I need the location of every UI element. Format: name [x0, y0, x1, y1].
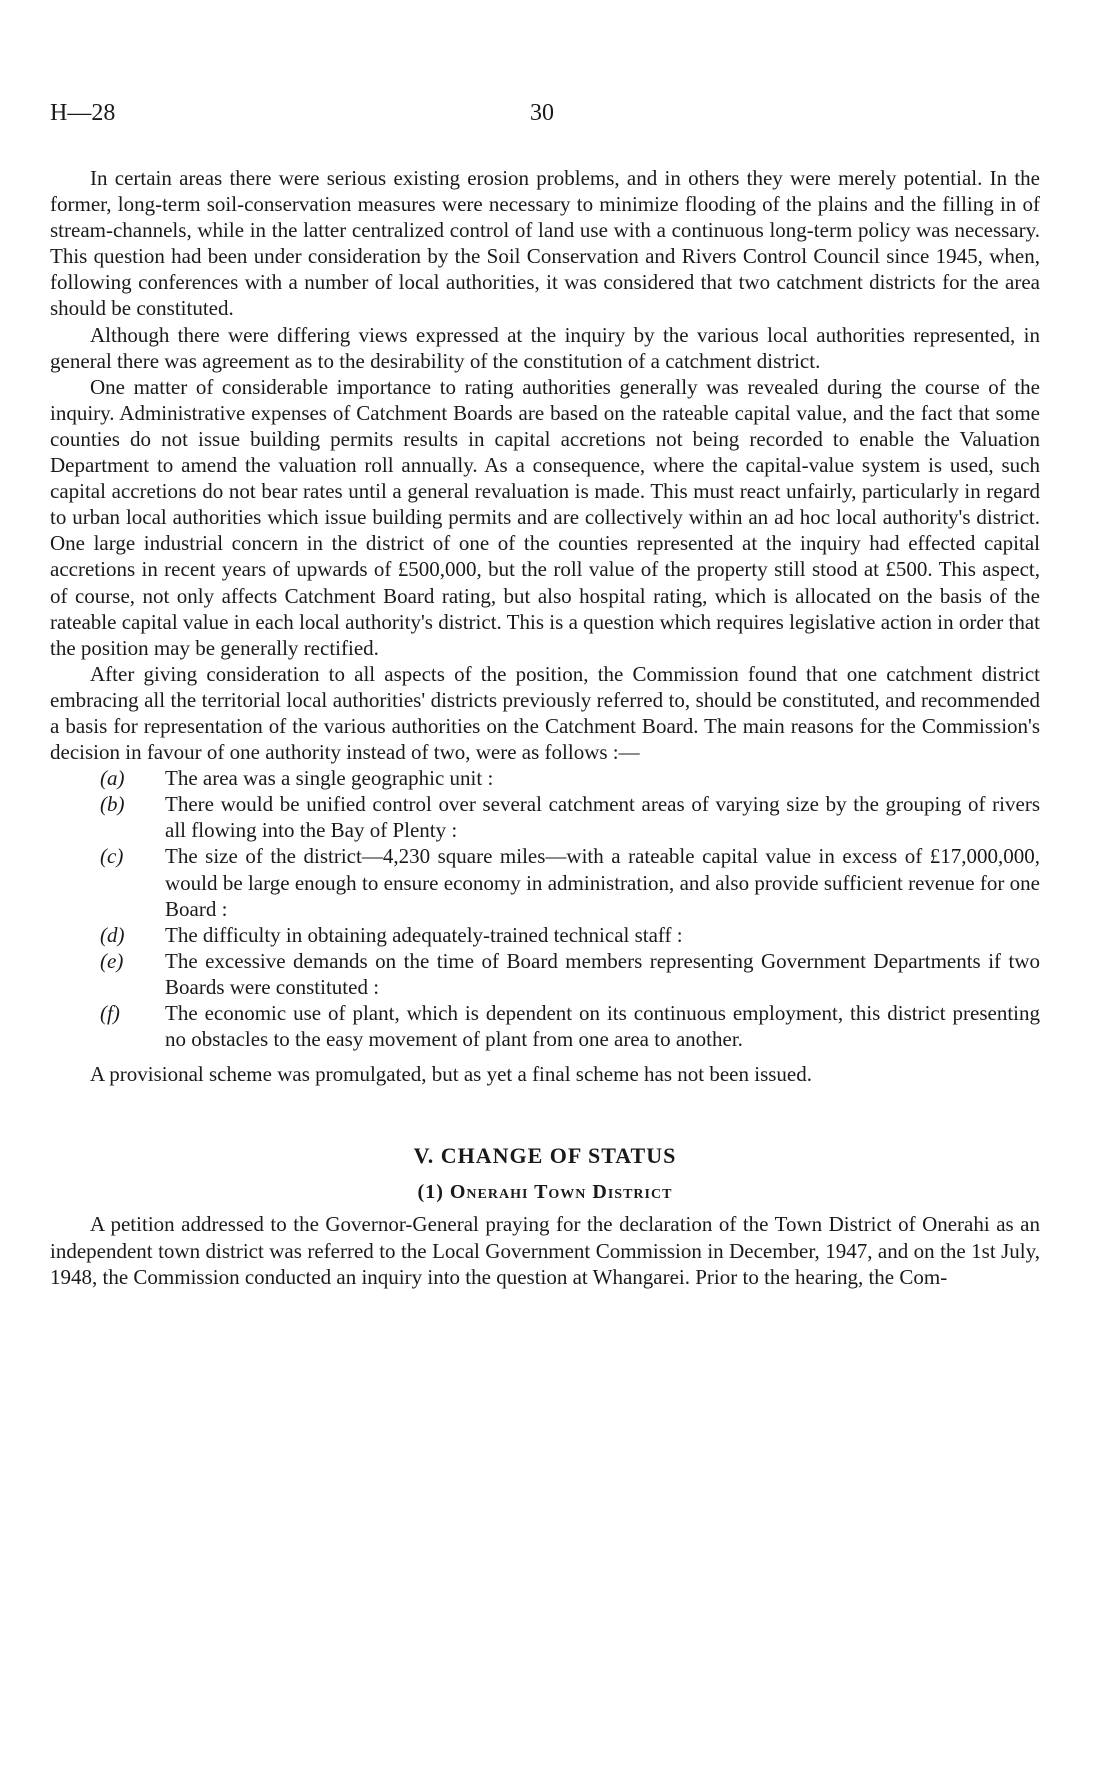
list-item — [50, 843, 1040, 921]
list-item-text: The area was a single geographic unit : — [165, 766, 494, 791]
list-item-text: The excessive demands on the time of Board members representing Government Departments if two Boards were constituted : — [165, 948, 1040, 999]
paragraph-commission-finding: After giving consideration to all aspects of the position, the Commission found that one catchment district embracing all the territorial local authorities' districts previously referred to, should be constituted, and recommended a basis for representation of the various authorities on the Catchment Board. The main reasons for the Commission's decision in favour of one authority instead of two, were as follows :— — [50, 661, 1040, 765]
list-item — [50, 765, 1040, 791]
paragraph-erosion: In certain areas there were serious existing erosion problems, and in others they were merely potential. In the former, long-term soil-conservation measures were necessary to minimize flooding of the plains and the filling in of stream-channels, while in the latter centralized control of land use with a continuous long-term policy was necessary. This question had been under consideration by the Soil Conservation and Rivers Control Council since 1945, when, following conferences with a number of local authorities, it was considered that two catchment districts for the area should be constituted. — [50, 166, 1040, 321]
list-item-text: There would be unified control over several catchment areas of varying size by the grouping of rivers all flowing into the Bay of Plenty : — [165, 792, 1040, 843]
list-item-text: The economic use of plant, which is dependent on its continuous employment, this district presenting no obstacles to the easy movement of plant from one area to another. — [165, 1001, 1040, 1052]
reasons-list — [50, 765, 1040, 1052]
list-marker: (d) — [100, 922, 125, 947]
list-item — [50, 922, 1040, 948]
list-marker: (c) — [100, 844, 124, 869]
list-marker: (f) — [100, 1001, 120, 1025]
running-head — [50, 100, 1050, 130]
list-item — [50, 1000, 1040, 1052]
list-item-text: The size of the district—4,230 square miles—with a rateable capital value in excess of £17,000,000, would be large enough to ensure economy in administration, and also provide sufficient revenue for one Board : — [165, 844, 1040, 921]
section-heading: V. CHANGE OF STATUS — [413, 1143, 677, 1169]
paragraph-onerahi-petition: A petition addressed to the Governor-General praying for the declaration of the Town District of Onerahi as an independent town district was referred to the Local Government Commission in December, 1947, and on the 1st July, 1948, the Commission conducted an inquiry into the question at Whangarei. Prior to the hearing, the Com- — [50, 1212, 1040, 1289]
paragraph-rating-matter: One matter of considerable importance to rating authorities generally was revealed during the course of the inquiry. Administrative expenses of Catchment Boards are based on the rateable capital value, and the fact that some counties do not issue building permits results in capital accretions not being recorded to enable the Valuation Department to amend the valuation roll annually. As a consequence, where the capital-value system is used, such capital accretions do not bear rates until a general revaluation is made. This must react unfairly, particularly in regard to urban local authorities which issue building permits and are collectively within an ad hoc local authority's district. One large industrial concern in the district of one of the counties represented at the inquiry had effected capital accretions in recent years of upwards of £500,000, but the roll value of the property still stood at £500. This aspect, of course, not only affects Catchment Board rating, but also hospital rating, which is allocated on the basis of the rateable capital value in each local authority's district. This is a question which requires legislative action in order that the position may be generally rectified. — [50, 374, 1040, 660]
list-item — [50, 948, 1040, 1000]
paragraph-differing-views: Although there were differing views expressed at the inquiry by the various local authorities represented, in general there was agreement as to the desirability of the constitution of a catchment district. — [50, 322, 1040, 373]
page-number: 30 — [530, 100, 554, 126]
list-item — [50, 791, 1040, 843]
body-text — [50, 165, 1040, 1290]
list-marker: (b) — [100, 792, 125, 817]
list-marker: (a) — [100, 766, 125, 791]
paragraph-provisional-scheme: A provisional scheme was promulgated, but as yet a final scheme has not been issued. — [90, 1062, 812, 1087]
list-item-text: The difficulty in obtaining adequately-trained technical staff : — [165, 922, 683, 947]
page-reference: H—28 — [50, 100, 116, 126]
list-marker: (e) — [100, 948, 124, 973]
section-subheading: (1) Onerahi Town District — [417, 1181, 673, 1204]
